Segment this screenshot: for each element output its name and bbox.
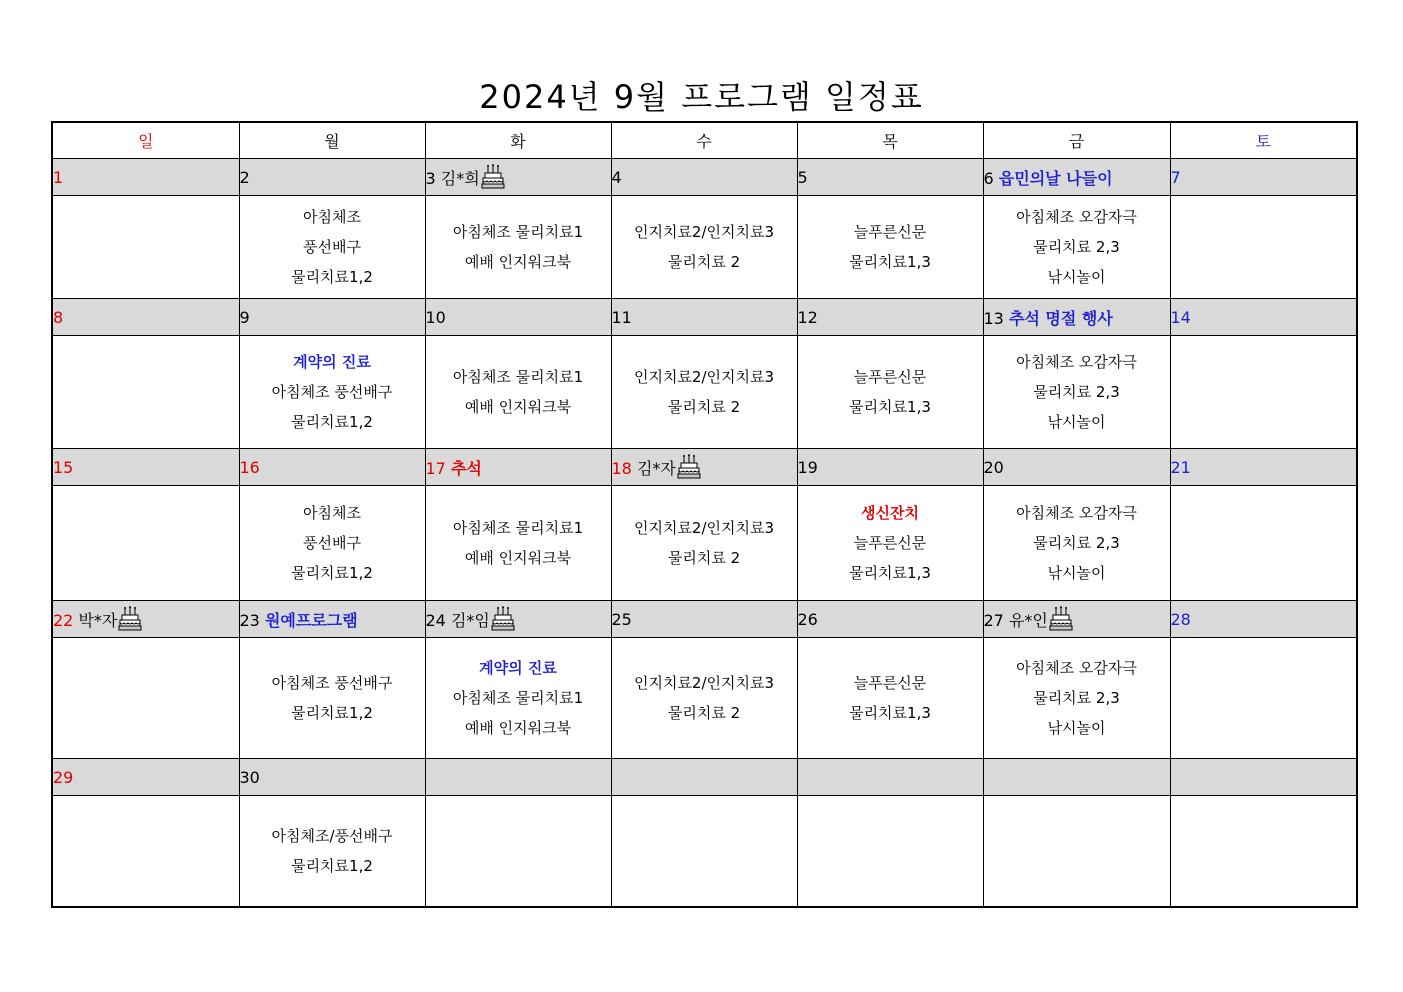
birthday-cake-icon [1049, 606, 1073, 632]
weekday-mon: 월 [239, 122, 425, 159]
day-note: 읍민의날 나들이 [998, 168, 1113, 188]
date-row [52, 759, 1357, 796]
activity-row [52, 486, 1357, 601]
weekday-tue: 화 [425, 122, 611, 159]
date-cell [1170, 449, 1357, 486]
activity-line: 아침체조 오감자극 [1016, 353, 1137, 371]
day-note: 김*임 [450, 611, 490, 630]
date-cell [52, 759, 239, 796]
weekday-sat: 토 [1170, 122, 1357, 159]
day-number: 20 [983, 457, 1004, 477]
date-cell [52, 601, 239, 638]
activity-cell [52, 638, 239, 759]
date-cell [425, 299, 611, 336]
activity-line: 아침체조 물리치료1 [452, 689, 584, 707]
date-cell [797, 449, 983, 486]
date-cell [611, 601, 797, 638]
activity-line: 생신잔치 [861, 504, 919, 522]
date-row [52, 601, 1357, 638]
activity-line: 물리치료1,2 [291, 857, 373, 875]
day-note: 추석 [450, 458, 482, 478]
birthday-cake-icon [491, 606, 515, 632]
weekday-fri: 금 [983, 122, 1170, 159]
date-cell [983, 601, 1170, 638]
activity-line: 물리치료 2,3 [1033, 238, 1120, 256]
day-number: 12 [797, 307, 818, 327]
activity-line: 인지치료2/인지치료3 [633, 519, 775, 537]
activity-line: 물리치료 2,3 [1033, 383, 1120, 401]
activity-line: 인지치료2/인지치료3 [633, 223, 775, 241]
date-cell [425, 449, 611, 486]
activity-line: 아침체조 물리치료1 [452, 223, 584, 241]
activity-cell [797, 638, 983, 759]
activity-row [52, 796, 1357, 908]
activity-cell [52, 796, 239, 908]
activity-cell [239, 486, 425, 601]
activity-line: 물리치료1,2 [291, 413, 373, 431]
date-cell [983, 299, 1170, 336]
activity-line: 아침체조 오감자극 [1016, 504, 1137, 522]
activity-cell [797, 196, 983, 299]
date-cell [52, 159, 239, 196]
activity-line: 늘푸른신문 [853, 534, 927, 552]
activity-cell [797, 486, 983, 601]
activity-line: 낚시놀이 [1047, 268, 1106, 286]
activity-line: 늘푸른신문 [853, 674, 927, 692]
activity-line: 예배 인지워크북 [464, 719, 572, 737]
activity-line: 늘푸른신문 [853, 368, 927, 386]
activity-row [52, 196, 1357, 299]
day-number: 14 [1170, 307, 1191, 327]
activity-line: 아침체조 물리치료1 [452, 519, 584, 537]
day-number: 17 [425, 458, 446, 478]
day-note: 김*희 [440, 169, 480, 188]
activity-row [52, 336, 1357, 449]
activity-cell [1170, 196, 1357, 299]
date-cell [611, 449, 797, 486]
activity-line: 물리치료1,3 [849, 704, 931, 722]
activity-line: 계약의 진료 [293, 353, 371, 371]
day-number: 7 [1170, 167, 1181, 187]
activity-line: 물리치료 2 [667, 704, 741, 722]
activity-line: 아침체조 [303, 208, 361, 226]
activity-line: 아침체조 물리치료1 [452, 368, 584, 386]
day-note: 추석 명절 행사 [1008, 308, 1113, 328]
date-cell [983, 759, 1170, 796]
activity-line: 물리치료1,3 [849, 564, 931, 582]
activity-cell [611, 196, 797, 299]
activity-cell [425, 486, 611, 601]
activity-cell [983, 796, 1170, 908]
activity-line: 물리치료 2 [667, 398, 741, 416]
activity-line: 인지치료2/인지치료3 [633, 368, 775, 386]
activity-cell [239, 796, 425, 908]
date-row [52, 159, 1357, 196]
activity-line: 예배 인지워크북 [464, 398, 572, 416]
day-number: 8 [53, 307, 64, 327]
day-number: 1 [53, 167, 64, 187]
date-cell [239, 449, 425, 486]
birthday-cake-icon [677, 454, 701, 480]
weekday-sun: 일 [52, 122, 239, 159]
date-cell [797, 601, 983, 638]
birthday-cake-icon [481, 164, 505, 190]
date-cell [239, 299, 425, 336]
activity-cell [611, 486, 797, 601]
activity-cell [239, 638, 425, 759]
day-number: 2 [239, 167, 250, 187]
date-row [52, 299, 1357, 336]
activity-line: 아침체조/풍선배구 [271, 827, 393, 845]
birthday-cake-icon [118, 606, 142, 632]
day-number: 23 [239, 610, 260, 630]
day-number: 25 [611, 609, 632, 629]
day-number: 3 [425, 169, 436, 188]
activity-cell [425, 196, 611, 299]
day-number: 4 [611, 167, 622, 187]
day-number: 5 [797, 167, 808, 187]
date-cell [797, 159, 983, 196]
date-cell [1170, 601, 1357, 638]
activity-cell [425, 638, 611, 759]
activity-line: 예배 인지워크북 [464, 253, 572, 271]
date-cell [425, 159, 611, 196]
activity-line: 늘푸른신문 [853, 223, 927, 241]
day-number: 19 [797, 457, 818, 477]
day-number: 11 [611, 307, 632, 327]
date-cell [52, 299, 239, 336]
day-number: 28 [1170, 609, 1191, 629]
activity-line: 아침체조 [303, 504, 361, 522]
activity-cell [797, 336, 983, 449]
activity-line: 아침체조 풍선배구 [271, 383, 393, 401]
date-cell [611, 759, 797, 796]
activity-cell [611, 796, 797, 908]
date-cell [52, 449, 239, 486]
activity-line: 아침체조 풍선배구 [271, 674, 393, 692]
activity-cell [52, 196, 239, 299]
day-note: 김*자 [636, 459, 676, 478]
day-number: 26 [797, 609, 818, 629]
day-number: 22 [53, 611, 74, 630]
activity-line: 예배 인지워크북 [464, 549, 572, 567]
activity-line: 풍선배구 [303, 534, 361, 552]
activity-line: 낚시놀이 [1047, 564, 1106, 582]
date-cell [983, 159, 1170, 196]
activity-cell [1170, 796, 1357, 908]
date-cell [797, 299, 983, 336]
day-number: 9 [239, 307, 250, 327]
activity-line: 물리치료1,2 [291, 564, 373, 582]
day-number: 10 [425, 307, 446, 327]
activity-cell [983, 486, 1170, 601]
activity-line: 물리치료1,2 [291, 704, 373, 722]
page-title: 2024년 9월 프로그램 일정표 [479, 78, 924, 116]
date-cell [1170, 299, 1357, 336]
day-number: 30 [239, 767, 260, 787]
activity-cell [425, 336, 611, 449]
day-number: 15 [53, 457, 74, 477]
activity-line: 아침체조 오감자극 [1016, 208, 1137, 226]
day-note: 원예프로그램 [264, 610, 358, 630]
activity-cell [1170, 336, 1357, 449]
weekday-thu: 목 [797, 122, 983, 159]
date-cell [611, 299, 797, 336]
activity-line: 아침체조 오감자극 [1016, 659, 1137, 677]
day-number: 18 [611, 459, 632, 478]
date-cell [239, 601, 425, 638]
day-number: 6 [983, 168, 994, 188]
activity-line: 물리치료1,2 [291, 268, 373, 286]
weekday-wed: 수 [611, 122, 797, 159]
activity-line: 물리치료 2 [667, 253, 741, 271]
date-cell [983, 449, 1170, 486]
day-number: 24 [425, 611, 446, 630]
date-cell [425, 759, 611, 796]
day-number: 13 [983, 308, 1004, 328]
activity-line: 물리치료 2,3 [1033, 689, 1120, 707]
activity-cell [239, 196, 425, 299]
date-cell [239, 159, 425, 196]
day-number: 16 [239, 457, 260, 477]
activity-line: 물리치료 2 [667, 549, 741, 567]
activity-line: 낚시놀이 [1047, 413, 1106, 431]
day-number: 21 [1170, 457, 1191, 477]
date-row [52, 449, 1357, 486]
activity-cell [611, 638, 797, 759]
day-number: 29 [53, 767, 74, 787]
activity-line: 계약의 진료 [479, 659, 557, 677]
date-cell [425, 601, 611, 638]
activity-cell [797, 796, 983, 908]
day-note: 유*인 [1008, 611, 1048, 630]
activity-cell [1170, 486, 1357, 601]
date-cell [239, 759, 425, 796]
date-cell [611, 159, 797, 196]
date-cell [1170, 159, 1357, 196]
day-number: 27 [983, 611, 1004, 630]
activity-line: 풍선배구 [303, 238, 361, 256]
activity-line: 낚시놀이 [1047, 719, 1106, 737]
activity-line: 물리치료 2,3 [1033, 534, 1120, 552]
activity-cell [611, 336, 797, 449]
schedule-table [51, 121, 1358, 908]
activity-line: 인지치료2/인지치료3 [633, 674, 775, 692]
activity-line: 물리치료1,3 [849, 253, 931, 271]
activity-cell [983, 336, 1170, 449]
day-note: 박*자 [78, 611, 118, 630]
date-cell [1170, 759, 1357, 796]
activity-cell [983, 638, 1170, 759]
date-cell [797, 759, 983, 796]
weekday-header-row [52, 122, 1357, 159]
activity-row [52, 638, 1357, 759]
activity-cell [239, 336, 425, 449]
activity-cell [52, 336, 239, 449]
activity-cell [1170, 638, 1357, 759]
activity-line: 물리치료1,3 [849, 398, 931, 416]
activity-cell [425, 796, 611, 908]
activity-cell [983, 196, 1170, 299]
activity-cell [52, 486, 239, 601]
